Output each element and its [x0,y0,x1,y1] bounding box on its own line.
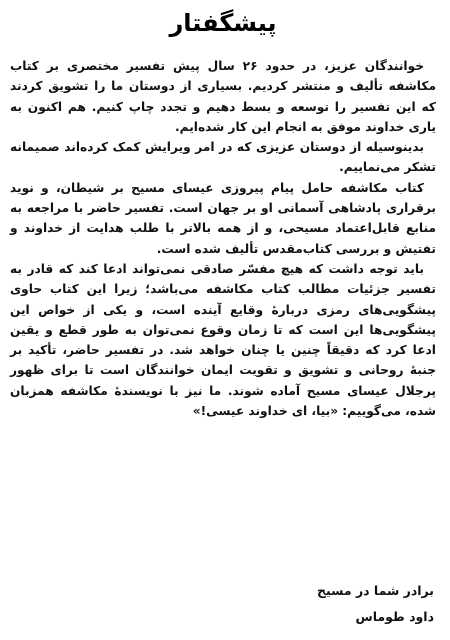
paragraph-2: بدینوسیله از دوستان عزیزی که در امر ویرایش کمک کرده‌اند صمیمانه تشکر می‌نماییم. [10,140,436,175]
paragraph-1: خوانندگان عزیز، در حدود ۲۶ سال پیش تفسیر مختصری بر کتاب مکاشفه تألیف و منتشر کردیم. بسیاری از دوستان ما را تشویق کردند که این تفسیر را توسعه و بسط دهیم و تجدد چاپ کنیم. هم اکنون به یاری خداوند موفق به انجام این کار شده‌ایم. [10,59,436,134]
signature-closing: برادر شما در مسیح [317,583,434,598]
paragraph-4: باید توجه داشت که هیچ مفسّر صادقی نمی‌تواند ادعا کند که قادر به تفسیر جزئیات مطالب کتاب مکاشفه می‌باشد؛ زیرا این کتاب حاوی پیشگویی‌های رمزی دربارهٔ وقایع آینده است، و یکی از خواص این پیشگویی‌ها این است که تا زمان وقوع نمی‌توان به طور قطع و یقین ادعا کرد که دقیقاً چنین یا چنان خواهد شد. در تفسیر حاضر، تأکید بر جنبهٔ روحانی و تشویق و تقویت ایمان خوانندگان است تا برای ظهور پرجلال عیسای مسیح آماده شوند. ما نیز با نویسندهٔ مکاشفه همزبان شده، می‌گوییم: «بیا، ای خداوند عیسی!» [10,261,436,419]
body-text [10,56,436,421]
signature-author: داود طوماس [355,609,434,624]
signature-block [317,578,434,630]
paragraph-3: کتاب مکاشفه حامل پیام پیروزی عیسای مسیح بر شیطان، و نوید برقراری پادشاهی آسمانی او بر جهان است. تفسیر حاضر با مراجعه به منابع قابل‌اعتماد مسیحی، و از همه بالاتر با طلب هدایت از خداوند و تفتیش و بررسی کتاب‌مقدس تألیف شده است. [10,180,436,256]
page-title: پیشگفتار [169,9,277,37]
